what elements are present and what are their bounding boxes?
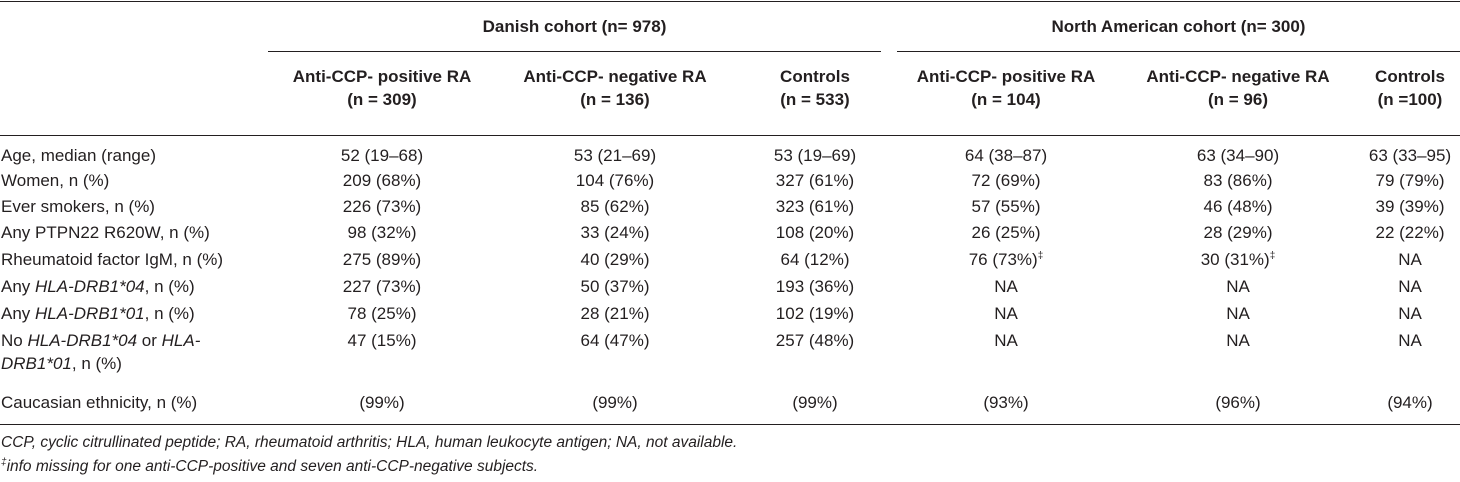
table-cell: 227 (73%) xyxy=(342,277,422,296)
table-cell: NA xyxy=(994,277,1018,296)
gene-name: HLA-DRB1*04 xyxy=(27,331,138,350)
table-cell: 72 (69%) xyxy=(971,171,1041,190)
column-header-n: (n = 96) xyxy=(1208,90,1268,109)
cell-value: 30 (31%) xyxy=(1200,250,1270,269)
column-header-na-controls xyxy=(1360,65,1460,111)
north-american-cohort-rule xyxy=(897,51,1460,52)
table-cell: (96%) xyxy=(1215,393,1261,412)
table-cell: 53 (19–69) xyxy=(773,146,857,165)
label-line xyxy=(1,352,200,375)
table-cell: 50 (37%) xyxy=(580,277,650,296)
label-text: Any xyxy=(1,304,36,323)
label-text: No xyxy=(1,331,28,350)
table-cell: 79 (79%) xyxy=(1375,171,1445,190)
row-label-hla-drb1-04 xyxy=(1,275,195,298)
table-cell: 102 (19%) xyxy=(775,304,855,323)
gene-name: DRB1*01 xyxy=(1,354,72,373)
table-cell: 193 (36%) xyxy=(775,277,855,296)
column-header-title: Anti-CCP- negative RA xyxy=(1146,67,1330,86)
table-cell: 52 (19–68) xyxy=(340,146,424,165)
column-header-title: Anti-CCP- negative RA xyxy=(523,67,707,86)
row-label-ever-smokers: Ever smokers, n (%) xyxy=(1,197,155,216)
table-cell: (99%) xyxy=(792,393,838,412)
gene-name: HLA- xyxy=(161,331,201,350)
table-cell: 104 (76%) xyxy=(575,171,655,190)
table-cell: 323 (61%) xyxy=(775,197,855,216)
label-text: Any xyxy=(1,277,36,296)
column-header-title: Anti-CCP- positive RA xyxy=(292,67,472,86)
column-header-n: (n =100) xyxy=(1377,90,1443,109)
column-header-title: Controls xyxy=(780,67,850,86)
table-cell: 98 (32%) xyxy=(347,223,417,242)
dagger-mark: ‡ xyxy=(1269,250,1276,262)
column-header-title: Anti-CCP- positive RA xyxy=(916,67,1096,86)
label-line xyxy=(1,329,200,352)
table-cell: 64 (47%) xyxy=(580,331,650,350)
table-cell: (94%) xyxy=(1387,393,1433,412)
table-cell: 26 (25%) xyxy=(971,223,1041,242)
table-cell: NA xyxy=(994,331,1018,350)
table-cell: NA xyxy=(1398,250,1422,269)
table-cell: 47 (15%) xyxy=(347,331,417,350)
label-text: or xyxy=(137,331,162,350)
table-cell: 85 (62%) xyxy=(580,197,650,216)
table-cell: (99%) xyxy=(592,393,638,412)
footnote-missing-info xyxy=(1,457,538,477)
table-cell: 53 (21–69) xyxy=(573,146,657,165)
table-cell: 46 (48%) xyxy=(1203,197,1273,216)
column-header-title: Controls xyxy=(1375,67,1445,86)
table-cell: 327 (61%) xyxy=(775,171,855,190)
table-cell: 33 (24%) xyxy=(580,223,650,242)
table-cell: 40 (29%) xyxy=(580,250,650,269)
table-cell: 78 (25%) xyxy=(347,304,417,323)
gene-name: HLA-DRB1*01 xyxy=(35,304,145,323)
column-header-na-negative xyxy=(1118,65,1358,111)
footnote-abbreviations: CCP, cyclic citrullinated peptide; RA, rheumatoid arthritis; HLA, human leukocyte antigen; NA, not available. xyxy=(1,434,738,451)
cohort-header-north-american: North American cohort (n= 300) xyxy=(1051,17,1306,36)
table-cell: 63 (34–90) xyxy=(1196,146,1280,165)
table-cell: (99%) xyxy=(359,393,405,412)
row-label-age: Age, median (range) xyxy=(1,146,156,165)
table-cell: 275 (89%) xyxy=(342,250,422,269)
row-label-caucasian: Caucasian ethnicity, n (%) xyxy=(1,393,198,412)
row-label-no-hla xyxy=(1,329,200,375)
table-cell: NA xyxy=(1226,331,1250,350)
cell-value: 76 (73%) xyxy=(968,250,1038,269)
top-rule xyxy=(0,1,1460,2)
column-header-danish-controls xyxy=(752,65,878,111)
table-cell xyxy=(888,248,1124,271)
row-label-rheumatoid-factor: Rheumatoid factor IgM, n (%) xyxy=(1,250,224,269)
row-label-women: Women, n (%) xyxy=(1,171,110,190)
row-label-ptpn22: Any PTPN22 R620W, n (%) xyxy=(1,223,210,242)
table-cell: 108 (20%) xyxy=(775,223,855,242)
column-header-n: (n = 533) xyxy=(780,90,850,109)
row-label-hla-drb1-01 xyxy=(1,302,195,325)
table-cell: 226 (73%) xyxy=(342,197,422,216)
table-cell: NA xyxy=(1398,277,1422,296)
column-header-danish-positive xyxy=(266,65,498,111)
table-cell: 28 (29%) xyxy=(1203,223,1273,242)
footnote-text: info missing for one anti-CCP-positive and seven anti-CCP-negative subjects. xyxy=(6,458,539,475)
table-cell: NA xyxy=(1398,331,1422,350)
table-cell xyxy=(1118,248,1358,271)
dagger-mark: ‡ xyxy=(1037,250,1044,262)
column-header-n: (n = 136) xyxy=(580,90,650,109)
table-cell: 39 (39%) xyxy=(1375,197,1445,216)
table-cell: 64 (38–87) xyxy=(964,146,1048,165)
table-cell: 28 (21%) xyxy=(580,304,650,323)
danish-cohort-rule xyxy=(268,51,881,52)
table-cell: (93%) xyxy=(983,393,1029,412)
table-cell: NA xyxy=(1226,304,1250,323)
table-cell: 209 (68%) xyxy=(342,171,422,190)
table-cell: 64 (12%) xyxy=(780,250,850,269)
table-cell: NA xyxy=(994,304,1018,323)
table-cell: 22 (22%) xyxy=(1375,223,1445,242)
column-header-n: (n = 309) xyxy=(347,90,417,109)
table-cell: NA xyxy=(1226,277,1250,296)
table-bottom-rule xyxy=(0,424,1460,425)
header-bottom-rule xyxy=(0,135,1460,136)
table-cell: 257 (48%) xyxy=(775,331,855,350)
table-cell: 57 (55%) xyxy=(971,197,1041,216)
column-header-n: (n = 104) xyxy=(971,90,1041,109)
cohort-header-danish: Danish cohort (n= 978) xyxy=(482,17,667,36)
table-cell: 83 (86%) xyxy=(1203,171,1273,190)
label-text: , n (%) xyxy=(144,304,195,323)
gene-name: HLA-DRB1*04 xyxy=(35,277,145,296)
label-text: , n (%) xyxy=(144,277,195,296)
dagger-mark: ‡ xyxy=(1,456,7,468)
column-header-na-positive xyxy=(888,65,1124,111)
column-header-danish-negative xyxy=(495,65,735,111)
label-text: , n (%) xyxy=(71,354,122,373)
table-cell: NA xyxy=(1398,304,1422,323)
table-cell: 63 (33–95) xyxy=(1368,146,1452,165)
